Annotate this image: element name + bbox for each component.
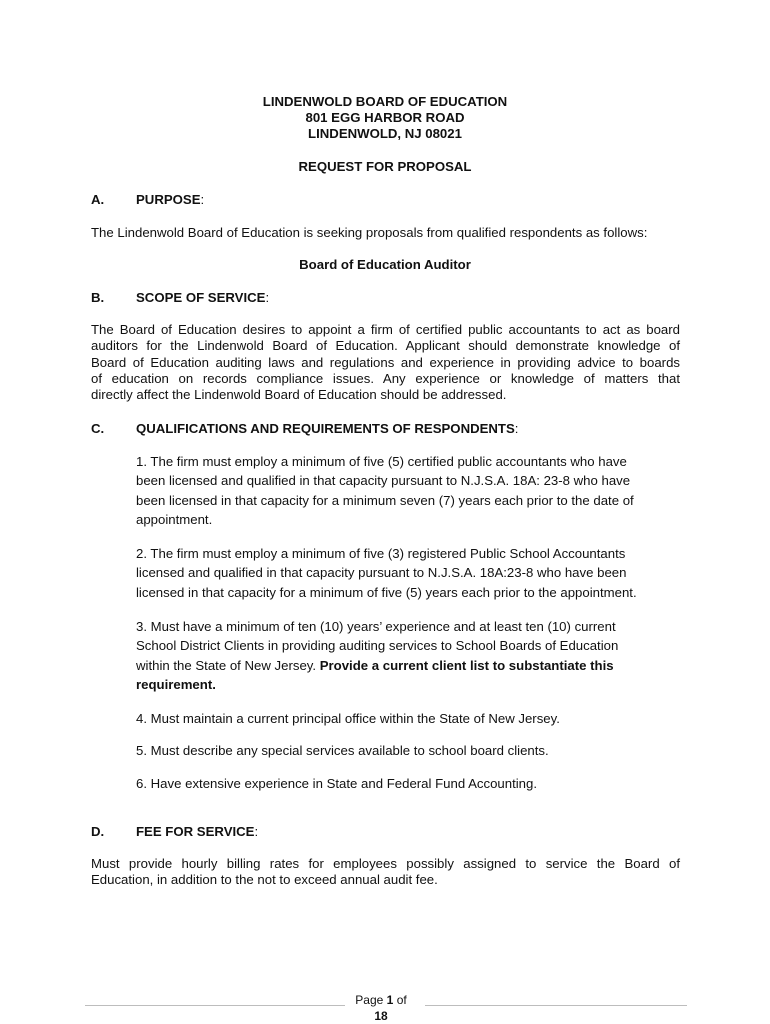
- org-name: LINDENWOLD BOARD OF EDUCATION: [262, 94, 508, 109]
- requirement-item-6: [136, 774, 666, 793]
- section-d-heading: [136, 824, 258, 839]
- scope-line: The Board of Education desires to appoint a firm of certified public accountants to act as board: [91, 322, 680, 337]
- requirement-line: 4. Must maintain a current principal office within the State of New Jersey.: [136, 711, 560, 726]
- requirement-line: [136, 656, 666, 675]
- section-c-colon: :: [514, 421, 519, 436]
- section-b-heading: [136, 290, 269, 305]
- requirement-item-3: [136, 617, 666, 694]
- requirement-line: 3. Must have a minimum of ten (10) years’ experience and at least ten (10) current: [136, 619, 616, 634]
- total-pages: 18: [374, 1009, 388, 1023]
- rfp-subject: Board of Education Auditor: [299, 257, 471, 272]
- requirement-line: licensed and qualified in that capacity pursuant to N.J.S.A. 18A:23-8 who have been: [136, 565, 627, 581]
- section-a-colon: :: [200, 192, 205, 207]
- requirement-line: 5. Must describe any special services available to school board clients.: [136, 743, 549, 758]
- requirement-text: within the State of New Jersey.: [136, 657, 320, 673]
- section-b-colon: :: [265, 290, 270, 305]
- scope-line: directly affect the Lindenwold Board of Education should be addressed.: [91, 387, 507, 403]
- requirement-line: 1. The firm must employ a minimum of five (5) certified public accountants who have: [136, 454, 627, 469]
- section-a-title: PURPOSE: [136, 192, 201, 207]
- address-line-2: LINDENWOLD, NJ 08021: [308, 126, 462, 141]
- section-d-title: FEE FOR SERVICE: [136, 824, 255, 839]
- page-word: Page: [355, 993, 384, 1007]
- footer-rule-right: [425, 1005, 687, 1006]
- requirement-line: requirement.: [136, 676, 216, 692]
- document-title: REQUEST FOR PROPOSAL: [298, 159, 472, 174]
- fee-line: Education, in addition to the not to exceed annual audit fee.: [91, 872, 438, 888]
- requirement-line: School District Clients in providing auditing services to School Boards of Education: [136, 638, 619, 654]
- scope-line: Board of Education auditing laws and regulations and experience in providing advice to boards: [91, 354, 680, 370]
- section-d-letter: D.: [91, 824, 105, 839]
- footer-rule-left: [85, 1005, 345, 1006]
- scope-line: auditors for the Lindenwold Board of Education. Applicant should demonstrate knowledge of: [91, 338, 680, 354]
- requirement-line: 6. Have extensive experience in State and Federal Fund Accounting.: [136, 776, 538, 791]
- requirement-item-1: [136, 452, 666, 529]
- scope-line: of education on records compliance issues. Any experience or knowledge of matters that: [91, 370, 680, 386]
- requirement-line: licensed in that capacity for a minimum of five (5) years each prior to the appointment.: [136, 584, 637, 600]
- purpose-text: The Lindenwold Board of Education is seeking proposals from qualified respondents as follows:: [91, 225, 648, 240]
- requirement-item-4: [136, 709, 666, 728]
- requirement-line: been licensed in that capacity for a minimum seven (7) years each prior to the date of: [136, 492, 634, 508]
- section-c-letter: C.: [91, 421, 105, 436]
- fee-paragraph: [91, 856, 680, 889]
- requirement-item-2: [136, 544, 666, 602]
- section-b-title: SCOPE OF SERVICE: [136, 290, 266, 305]
- requirement-line: 2. The firm must employ a minimum of five (3) registered Public School Accountants: [136, 546, 626, 561]
- section-a-letter: A.: [91, 192, 105, 207]
- current-page: 1: [386, 993, 394, 1007]
- of-word: of: [396, 993, 407, 1007]
- section-c-title: QUALIFICATIONS AND REQUIREMENTS OF RESPONDENTS: [136, 421, 515, 436]
- requirement-line: been licensed and qualified in that capacity pursuant to N.J.S.A. 18A: 23-8 who have: [136, 473, 631, 489]
- requirement-line: appointment.: [136, 511, 213, 527]
- fee-line: Must provide hourly billing rates for employees possibly assigned to service the Board of: [91, 856, 680, 871]
- section-c-heading: [136, 421, 518, 436]
- section-d-colon: :: [254, 824, 259, 839]
- client-list-requirement: Provide a current client list to substantiate this: [319, 657, 614, 673]
- section-b-letter: B.: [91, 290, 105, 305]
- requirement-item-5: [136, 741, 666, 760]
- section-a-heading: [136, 192, 204, 207]
- address-line-1: 801 EGG HARBOR ROAD: [305, 110, 465, 125]
- scope-paragraph: [91, 322, 680, 403]
- page-number: [350, 992, 412, 1024]
